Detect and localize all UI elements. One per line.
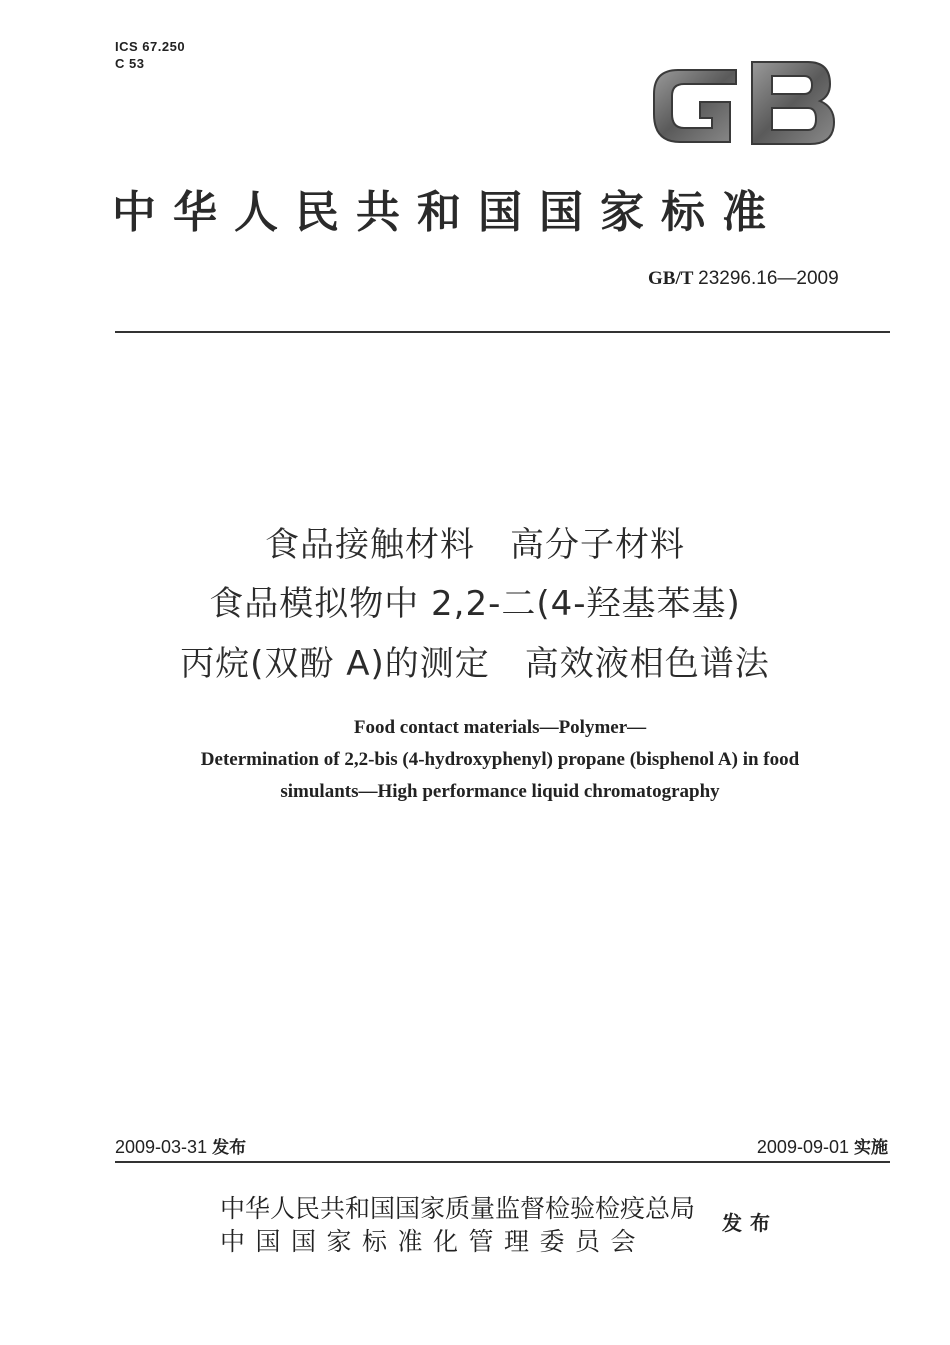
implementation-date	[757, 1133, 888, 1158]
implementation-date-value: 2009-09-01	[756, 1137, 849, 1157]
footer-divider	[115, 1161, 890, 1163]
english-title-line-2: Determination of 2,2-bis (4-hydroxyphenyl) propane (bisphenol A) in food	[200, 749, 800, 770]
english-title-line-3: simulants—High performance liquid chromatography	[280, 781, 720, 802]
national-standard-title: 中华人民共和国国家标准	[112, 187, 783, 238]
issuer-line-1: 中华人民共和国国家质量监督检验检疫总局	[220, 1194, 696, 1223]
gb-logo	[648, 52, 838, 152]
header-divider	[115, 331, 890, 333]
standard-number	[648, 268, 839, 290]
chinese-title-line-1: 食品接触材料 高分子材料	[265, 525, 685, 565]
ics-code: ICS 67.250	[115, 39, 186, 54]
issue-date	[115, 1133, 246, 1158]
standard-prefix: GB/T	[648, 268, 694, 289]
english-title-line-1: Food contact materials—Polymer—	[353, 717, 647, 738]
publish-label: 发布	[722, 1211, 778, 1235]
implementation-date-label: 实施	[854, 1138, 888, 1158]
issuer-line-2: 中国国家标准化管理委员会	[220, 1227, 647, 1256]
chinese-title-line-2: 食品模拟物中 2,2-二(4-羟基苯基)	[209, 584, 741, 624]
issue-date-label: 发布	[212, 1138, 247, 1158]
chinese-title-line-3: 丙烷(双酚 A)的测定 高效液相色谱法	[180, 644, 770, 684]
ccs-code: C 53	[115, 56, 145, 71]
svg-text:GB: GB	[743, 150, 745, 151]
issue-date-value: 2009-03-31	[115, 1137, 208, 1157]
standard-code: 23296.16—2009	[698, 268, 839, 289]
